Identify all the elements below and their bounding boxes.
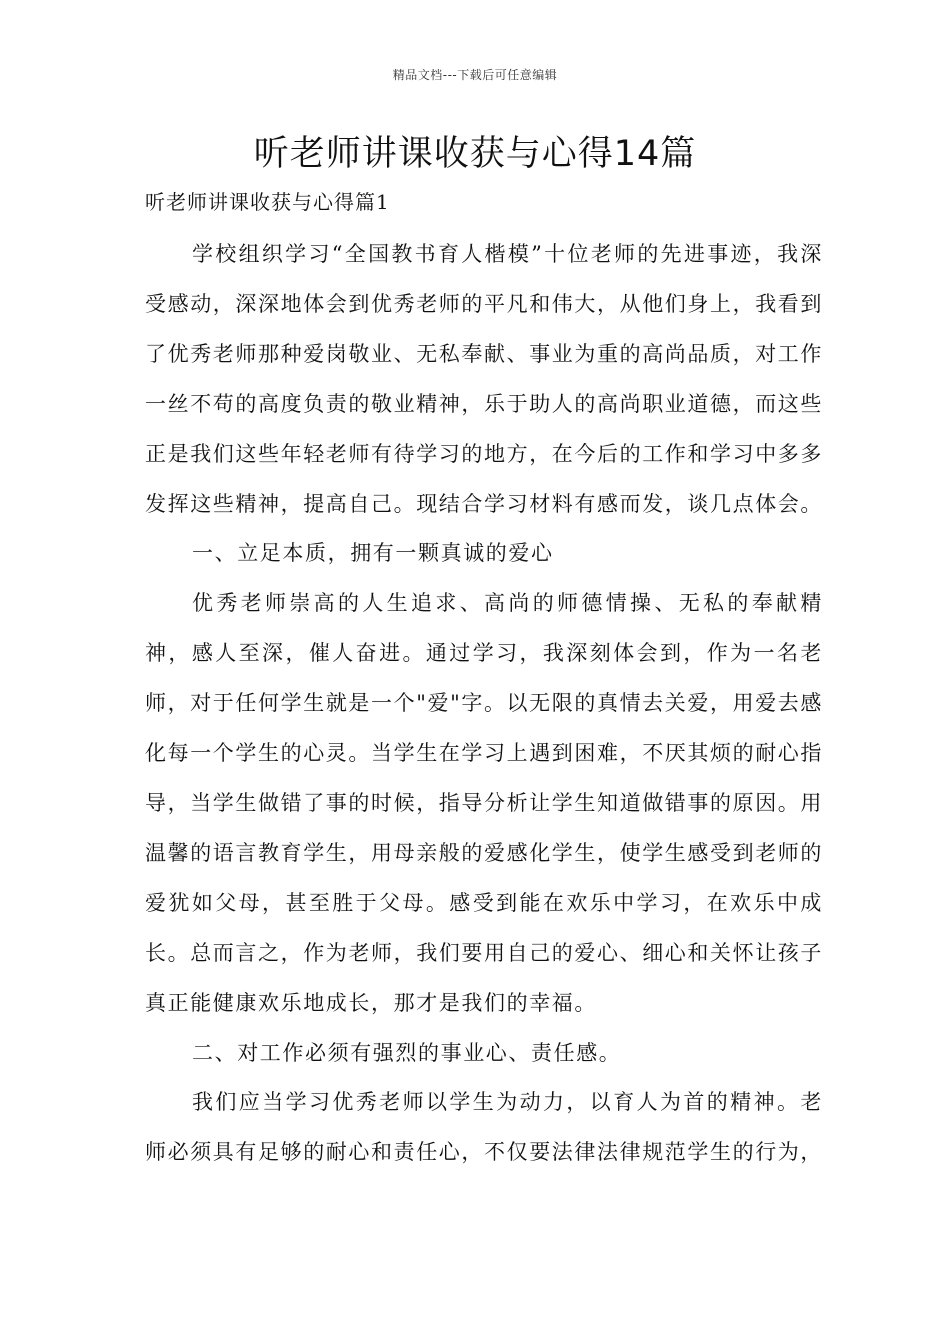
- body-paragraph: 学校组织学习“全国教书育人楷模”十位老师的先进事迹，我深受感动，深深地体会到优秀老师的平凡和伟大，从他们身上，我看到了优秀老师那种爱岗敬业、无私奉献、事业为重的高尚品质，对工作一丝不苟的高度负责的敬业精神，乐于助人的高尚职业道德，而这些正是我们这些年轻老师有待学习的地方，在今后的工作和学习中多多发挥这些精神，提高自己。现结合学习材料有感而发，谈几点体会。: [145, 242, 823, 516]
- section-heading: 一、立足本质，拥有一颗真诚的爱心: [192, 541, 554, 566]
- body-paragraph: 优秀老师崇高的人生追求、高尚的师德情操、无私的奉献精神，感人至深，催人奋进。通过学习，我深刻体会到，作为一名老师，对于任何学生就是一个"爱"字。以无限的真情去关爱，用爱去感化每一个学生的心灵。当学生在学习上遇到困难，不厌其烦的耐心指导，当学生做错了事的时候，指导分析让学生知道做错事的原因。用温馨的语言教育学生，用母亲般的爱感化学生，使学生感受到老师的爱犹如父母，甚至胜于父母。感受到能在欢乐中学习，在欢乐中成长。总而言之，作为老师，我们要用自己的爱心、细心和关怀让孩子真正能健康欢乐地成长，那才是我们的幸福。: [145, 591, 823, 1015]
- document-title: 听老师讲课收获与心得14篇: [253, 134, 697, 174]
- header-note: 精品文档---下载后可任意编辑: [392, 68, 558, 82]
- section-heading: 二、对工作必须有强烈的事业心、责任感。: [192, 1040, 622, 1065]
- document-body: [145, 230, 823, 1178]
- section-subtitle: 听老师讲课收获与心得篇1: [145, 190, 390, 214]
- body-paragraph: 我们应当学习优秀老师以学生为动力，以育人为首的精神。老师必须具有足够的耐心和责任心，不仅要法律法律规范学生的行为，: [145, 1090, 823, 1165]
